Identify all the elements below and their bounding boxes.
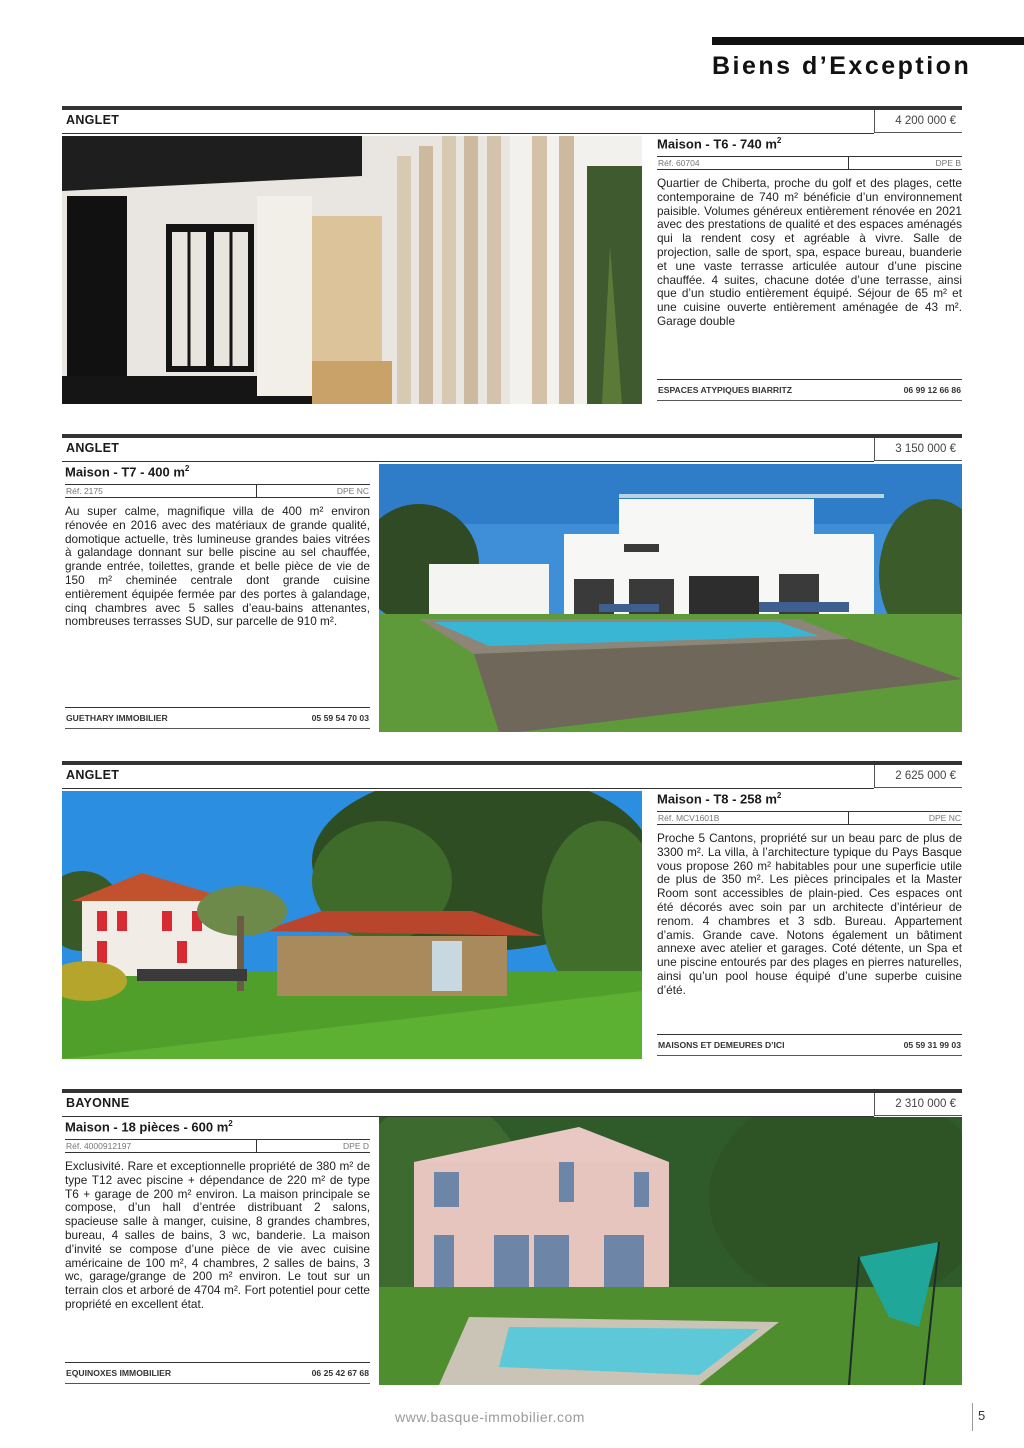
listing-reference: Réf. 60704 — [658, 158, 700, 168]
agency-name[interactable]: GUETHARY IMMOBILIER — [66, 713, 168, 723]
listing-card — [62, 1089, 962, 1387]
reference-row — [657, 811, 962, 825]
agency-footer — [65, 1362, 370, 1384]
agency-phone[interactable]: 06 99 12 66 86 — [903, 385, 961, 395]
reference-row — [657, 156, 962, 170]
listing-city: ANGLET — [66, 441, 120, 455]
listing-card — [62, 106, 962, 404]
listing-info — [657, 791, 962, 1059]
listing-price: 4 200 000 € — [874, 110, 962, 133]
listing-reference: Réf. 4000912197 — [66, 1141, 132, 1151]
listing-top-rule — [62, 1089, 962, 1093]
divider — [62, 461, 874, 462]
listing-card — [62, 434, 962, 732]
listing-city: BAYONNE — [66, 1096, 130, 1110]
agency-name[interactable]: EQUINOXES IMMOBILIER — [66, 1368, 172, 1378]
energy-rating: DPE NC — [928, 813, 961, 823]
agency-phone[interactable]: 05 59 54 70 03 — [311, 713, 369, 723]
listing-reference: Réf. MCV1601B — [658, 813, 720, 823]
agency-phone[interactable]: 06 25 42 67 68 — [311, 1368, 369, 1378]
reference-row — [65, 1139, 370, 1153]
property-photo[interactable] — [379, 1117, 962, 1385]
listing-title: Maison - T8 - 258 $m^2$ — [657, 791, 782, 807]
energy-rating: DPE B — [935, 158, 961, 168]
divider — [62, 788, 874, 789]
agency-name[interactable]: MAISONS ET DEMEURES D’ICI — [658, 1040, 785, 1050]
listing-info — [65, 464, 370, 732]
listing-description: Proche 5 Cantons, propriété sur un beau parc de plus de 3300 m². La villa, à l’architecture typique du Pays Basque vous propose 260 m² habitables pour une superficie utile de plus de 350 m². Les pièces principales et la Master Room sont accessibles de plain-pied. Ces espaces ont été décorés avec soin par un architecte d’intérieur de renom. 4 chambres et 3 sdb. Bureau. Appartement d’amis. Grande cave. Notons également un bâtiment annexe avec atelier et garages. Coté détente, un Spa et une piscine entourés par des plages en pierres naturelles, ainsi qu’un pool house équipé d’une superbe cuisine d’été. — [657, 831, 962, 997]
agency-name[interactable]: ESPACES ATYPIQUES BIARRITZ — [658, 385, 793, 395]
divider — [62, 133, 874, 134]
property-photo[interactable] — [379, 464, 962, 732]
page-number: 5 — [972, 1403, 990, 1431]
property-photo[interactable] — [62, 791, 642, 1059]
listing-top-rule — [62, 434, 962, 438]
listing-reference: Réf. 2175 — [66, 486, 103, 496]
agency-footer — [657, 379, 962, 401]
property-photo[interactable] — [62, 136, 642, 404]
listing-description: Au super calme, magnifique villa de 400 m² environ rénovée en 2016 avec des matériaux de grande qualité, domotique actuelle, très lumineuse grandes baies vitrées à galandage donnant sur belle piscine au sel chauffée, grande entrée, toilettes, grande et belle pièce de vie de 150 m² cheminée centrale dont grande cuisine entièrement équipée fermée par des portes à galandage, cinq chambres avec 5 salles d’eau-bains attenantes, nombreuses terrasses SUD, sur parcelle de 910 m². — [65, 504, 370, 629]
listing-info — [65, 1119, 370, 1385]
page-title: Biens d’Exception — [712, 52, 972, 80]
listing-price: 3 150 000 € — [874, 438, 962, 461]
energy-rating: DPE D — [343, 1141, 369, 1151]
agency-footer — [657, 1034, 962, 1056]
website-link[interactable]: www.basque-immobilier.com — [395, 1409, 585, 1425]
agency-footer — [65, 707, 370, 729]
listing-title: Maison - 18 pièces - 600 $m^2$ — [65, 1119, 233, 1135]
listing-title: Maison - T6 - 740 $m^2$ — [657, 136, 782, 152]
listing-city: ANGLET — [66, 113, 120, 127]
listing-info — [657, 136, 962, 404]
header-accent-bar — [712, 37, 1024, 45]
listing-price: 2 625 000 € — [874, 765, 962, 788]
listing-price: 2 310 000 € — [874, 1093, 962, 1116]
listing-description: Quartier de Chiberta, proche du golf et des plages, cette contemporaine de 740 m² bénéficie d’un environnement paisible. Volumes généreux entièrement rénovée en 2021 avec des prestations de qualité et des espaces aménagés qui la rendent cosy et agréable à vivre. Salle de projection, salle de sport, spa, espace bureau, buanderie et une vaste terrasse articulée autour d’une piscine chauffée. 4 suites, chacune dotée d’une terrasse, ainsi que d’un studio entièrement équipé. Séjour de 65 m² et une cuisine ouverte entièrement aménagée de 43 m². Garage double — [657, 176, 962, 328]
listing-top-rule — [62, 761, 962, 765]
listing-card — [62, 761, 962, 1059]
listing-title: Maison - T7 - 400 $m^2$ — [65, 464, 190, 480]
energy-rating: DPE NC — [336, 486, 369, 496]
listing-city: ANGLET — [66, 768, 120, 782]
listing-top-rule — [62, 106, 962, 110]
agency-phone[interactable]: 05 59 31 99 03 — [903, 1040, 961, 1050]
reference-row — [65, 484, 370, 498]
listing-description: Exclusivité. Rare et exceptionnelle propriété de 380 m² de type T12 avec piscine + dépendance de 220 m² de type T6 + garage de 200 m² environ. La maison principale se compose, d’un hall d’entrée distribuant 2 salons, spacieuse salle à manger, cuisine, 8 grandes chambres, bureau, 4 salles de bains, 3 wc, banderie. La maison d’invité se compose d’une pièce de vie avec cuisine américaine de 100 m², 4 chambres, 2 salles de bains, 3 wc, garage/grange de 200 m² environ. Le tout sur un terrain clos et arboré de 4704 m². Fort potentiel pour cette propriété en excellent état. — [65, 1159, 370, 1311]
